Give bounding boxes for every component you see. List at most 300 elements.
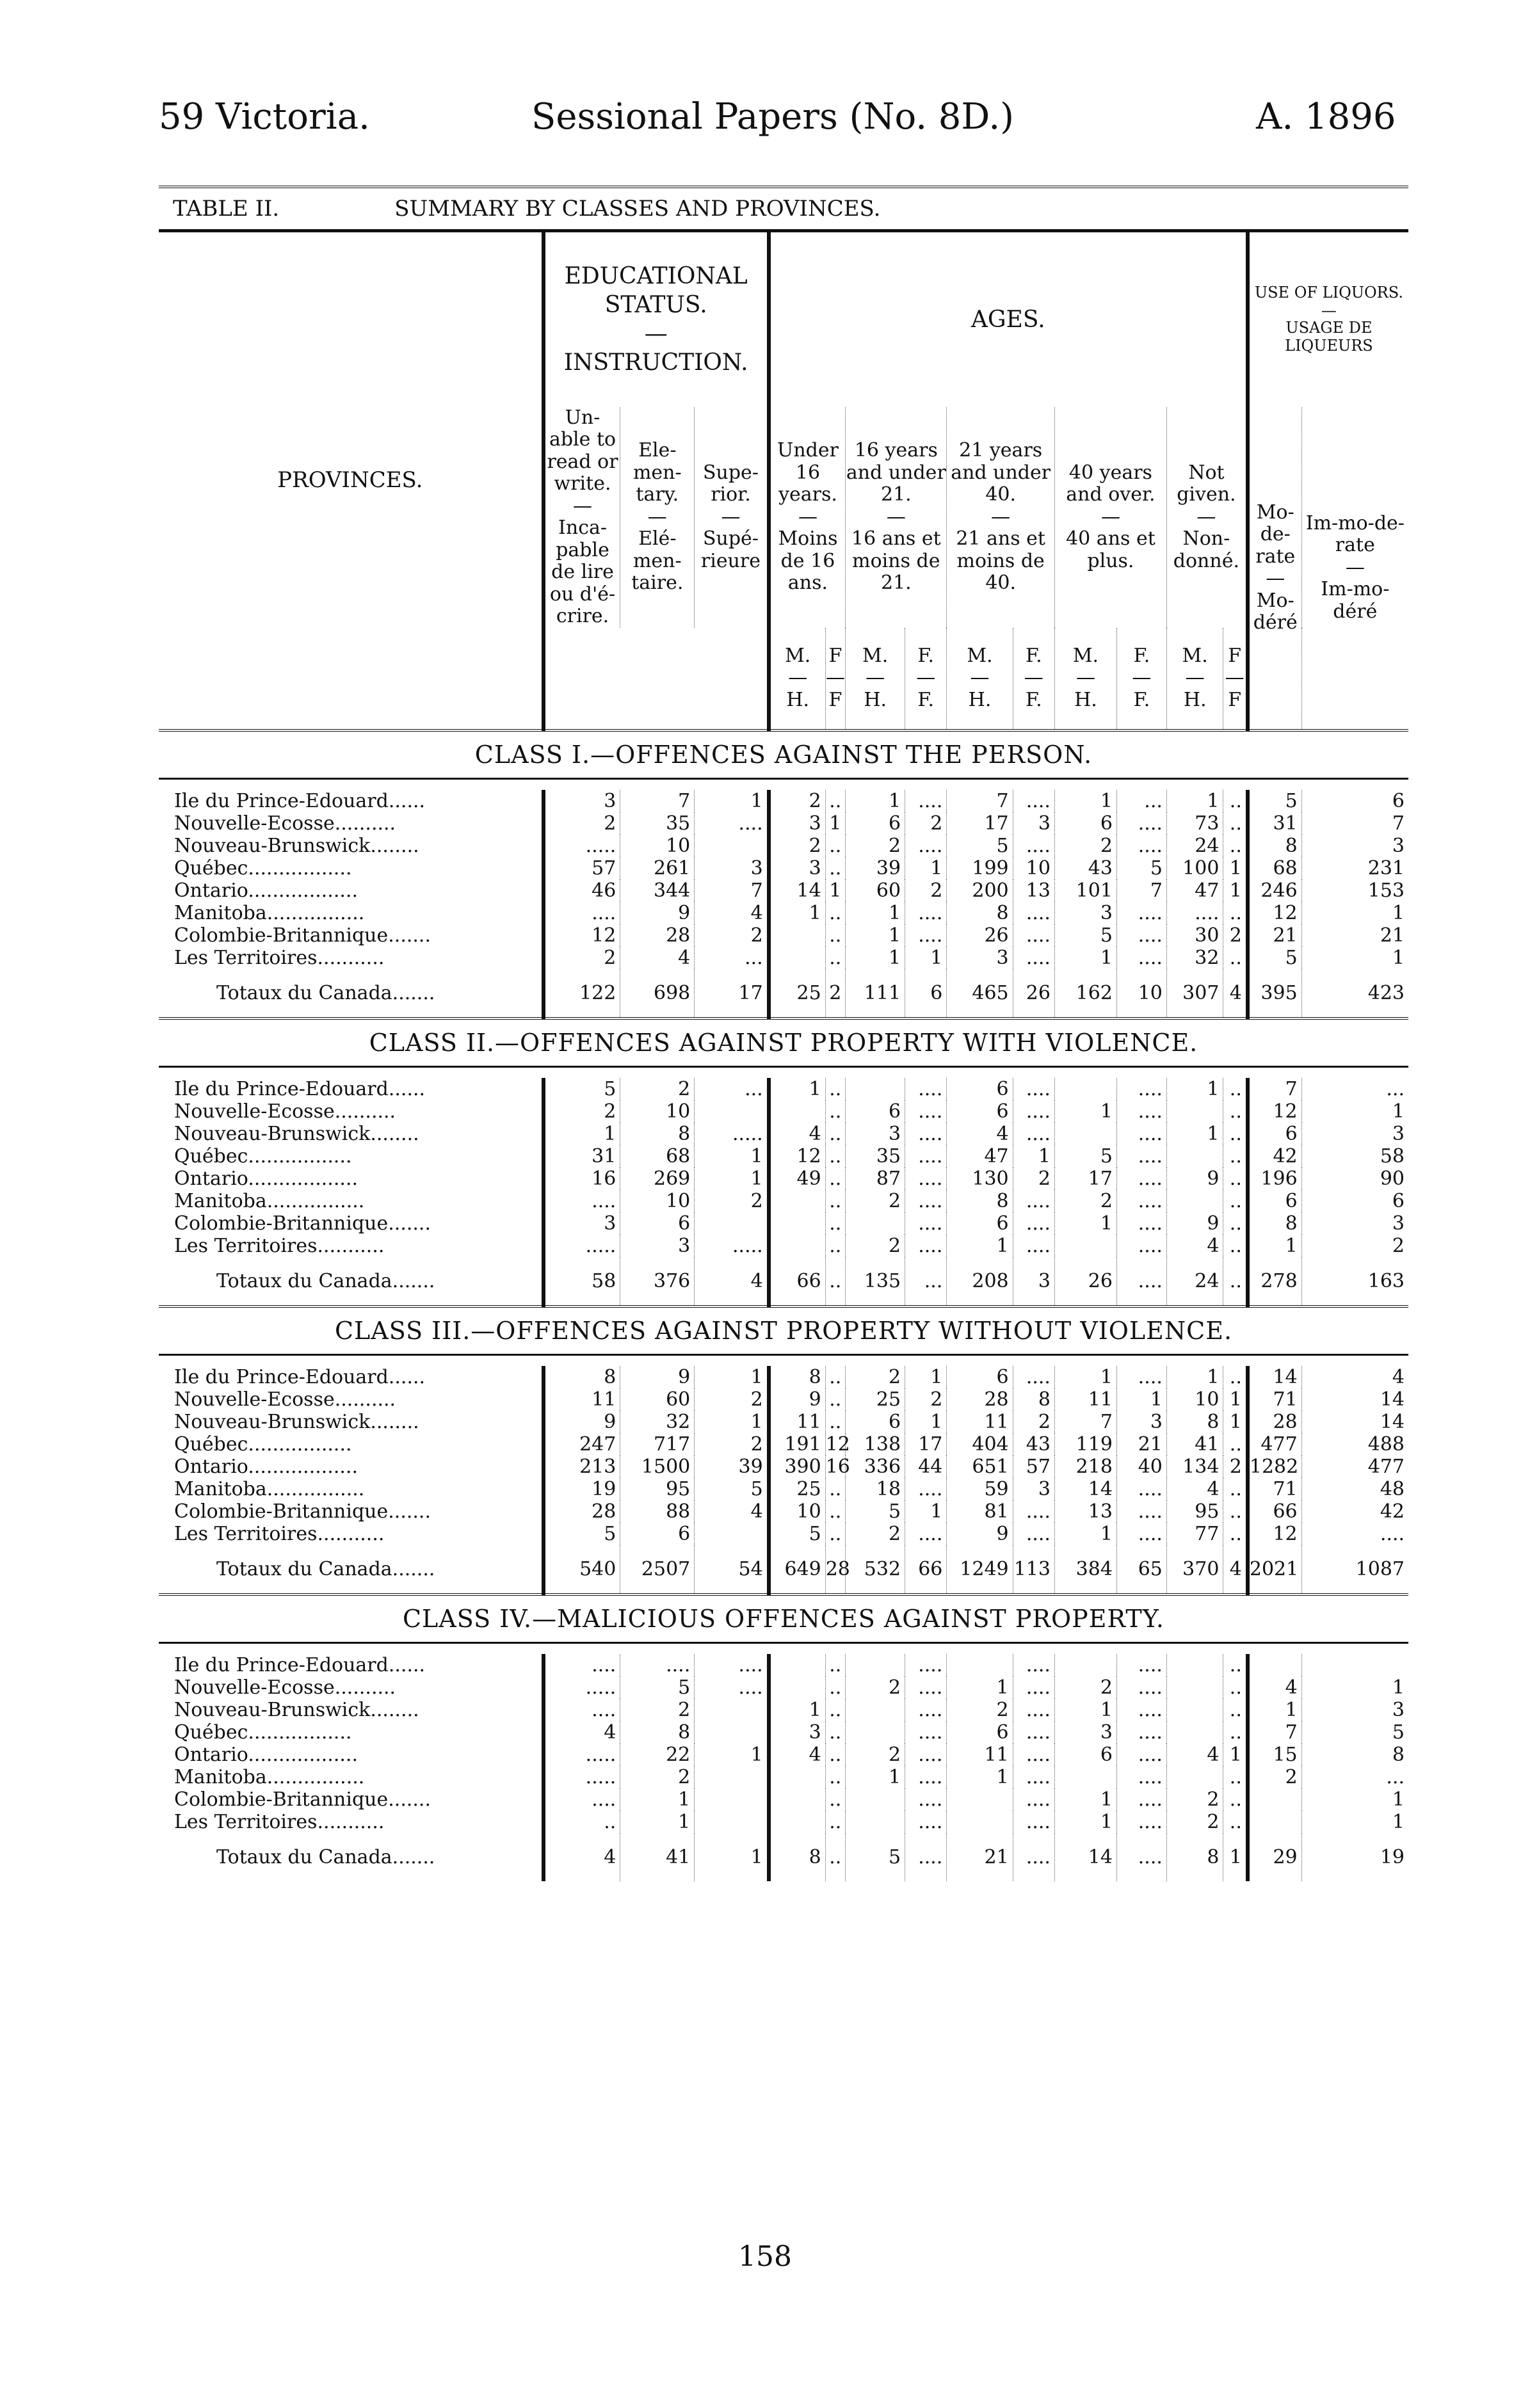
cell-ng-f: ..: [1223, 1235, 1248, 1257]
province-name: Les Territoires...........: [174, 1234, 385, 1257]
cell-a40-m: [1054, 1654, 1116, 1676]
dash: —: [573, 494, 593, 517]
use-title: USE OF LIQUORS.: [1254, 284, 1403, 302]
cell-u16-f: ..: [825, 1388, 846, 1411]
mod-fr: Mo-déré: [1253, 589, 1298, 634]
table-row: [159, 1788, 1408, 1811]
province-name: Nouveau-Brunswick........: [174, 1410, 419, 1433]
cell-a21-f: 2: [1013, 1168, 1054, 1190]
cell-elementary: 35: [620, 812, 695, 835]
cell-elementary: 6: [620, 1212, 695, 1235]
cell-a40-m: 1: [1054, 1811, 1116, 1833]
province-name: Ontario..................: [174, 1743, 358, 1766]
cell-a16-m: 5: [846, 1500, 905, 1523]
cell-u16-m: 3: [769, 1721, 826, 1744]
cell-a16-m: 5: [846, 1833, 905, 1881]
cell-ng-m: 30: [1166, 924, 1223, 947]
cell-unable: 5: [544, 1523, 620, 1545]
cell-ng-m: 100: [1166, 857, 1223, 879]
dash: —: [1132, 666, 1152, 689]
cell-superior: 2: [695, 1388, 769, 1411]
province-name: Les Territoires...........: [174, 1810, 385, 1833]
cell-a16-m: 6: [846, 1100, 905, 1123]
total-row: [159, 969, 1408, 1018]
cell-a21-m: 26: [947, 924, 1013, 947]
cell-a16-m: 1: [846, 924, 905, 947]
cell-a21-f: ....: [1013, 924, 1054, 947]
table-row: [159, 1699, 1408, 1721]
age16-header: [846, 407, 947, 628]
f-label: F.: [1025, 644, 1042, 667]
cell-a16-f: 2: [905, 879, 947, 902]
cell-a21-m: 1249: [947, 1545, 1013, 1594]
section-header: [159, 1018, 1408, 1067]
cell-a40-f: ....: [1116, 1654, 1166, 1676]
dash: —: [1185, 666, 1205, 689]
provinces-header: PROVINCES.: [159, 231, 544, 730]
cell-a21-f: 43: [1013, 1433, 1054, 1456]
table-row: [159, 1411, 1408, 1433]
cell-ng-m: 32: [1166, 947, 1223, 969]
cell-superior: ....: [695, 812, 769, 835]
cell-elementary: 10: [620, 1190, 695, 1212]
cell-u16-m: [769, 1190, 826, 1212]
dash: —: [1100, 505, 1120, 528]
cell-a16-f: 44: [905, 1456, 947, 1478]
table-row: [159, 1366, 1408, 1388]
summary-table: [159, 186, 1408, 1881]
cell-u16-m: [769, 1788, 826, 1811]
cell-u16-m: 1: [769, 1078, 826, 1100]
unable-fr: Inca-pable de lire ou d'é-crire.: [549, 517, 616, 627]
cell-u16-f: 28: [825, 1545, 846, 1594]
age40-en: 40 years and over.: [1066, 461, 1156, 506]
cell-a40-f: ....: [1116, 1676, 1166, 1699]
table-row: [159, 1676, 1408, 1699]
cell-u16-f: ..: [825, 1699, 846, 1721]
cell-elementary: 68: [620, 1145, 695, 1168]
total-label: Totaux du Canada.......: [216, 1269, 435, 1292]
header-right: A. 1896: [1256, 96, 1396, 138]
cell-a40-f: ...: [1116, 790, 1166, 812]
cell-moderate: 42: [1248, 1145, 1301, 1168]
cell-immoderate: 7: [1301, 812, 1408, 835]
cell-a40-m: 6: [1054, 1744, 1116, 1766]
cell-u16-f: ..: [825, 1411, 846, 1433]
cell-a21-m: 6: [947, 1721, 1013, 1744]
cell-unable: 12: [544, 924, 620, 947]
cell-u16-m: 1: [769, 902, 826, 924]
cell-a16-f: ....: [905, 1078, 947, 1100]
cell-a40-m: 7: [1054, 1411, 1116, 1433]
cell-unable: 19: [544, 1478, 620, 1500]
cell-immoderate: 14: [1301, 1388, 1408, 1411]
cell-unable: ....: [544, 902, 620, 924]
cell-a21-m: 8: [947, 1190, 1013, 1212]
table-row: [159, 1388, 1408, 1411]
cell-superior: ....: [695, 1676, 769, 1699]
h-label: H.: [1183, 688, 1207, 711]
cell-elementary: 10: [620, 1100, 695, 1123]
cell-ng-m: 1: [1166, 1123, 1223, 1145]
province-name: Colombie-Britannique.......: [174, 924, 431, 947]
table-row: [159, 1235, 1408, 1257]
cell-u16-m: 66: [769, 1257, 826, 1306]
cell-u16-m: 4: [769, 1123, 826, 1145]
section-title: CLASS III.—OFFENCES AGAINST PROPERTY WITHOUT VIOLENCE.: [159, 1306, 1408, 1355]
cell-elementary: 344: [620, 879, 695, 902]
notgiven-en: Not given.: [1177, 461, 1236, 506]
cell-a40-f: 1: [1116, 1388, 1166, 1411]
cell-superior: 4: [695, 902, 769, 924]
cell-u16-f: ..: [825, 1833, 846, 1881]
table-row: [159, 790, 1408, 812]
cell-superior: [695, 1766, 769, 1788]
cell-a40-m: 218: [1054, 1456, 1116, 1478]
cell-a21-f: 3: [1013, 1257, 1054, 1306]
cell-ng-f: 2: [1223, 1456, 1248, 1478]
province-name: Ile du Prince-Edouard......: [174, 789, 426, 812]
cell-immoderate: 3: [1301, 1123, 1408, 1145]
cell-ng-f: ..: [1223, 947, 1248, 969]
cell-superior: 1: [695, 1168, 769, 1190]
cell-ng-m: 4: [1166, 1744, 1223, 1766]
cell-u16-m: 2: [769, 835, 826, 857]
cell-a21-m: 7: [947, 790, 1013, 812]
use-of-liquors-header: [1248, 231, 1408, 407]
cell-a40-m: 1: [1054, 1100, 1116, 1123]
cell-immoderate: [1301, 1654, 1408, 1676]
province-name: Ile du Prince-Edouard......: [174, 1365, 426, 1388]
cell-moderate: 6: [1248, 1123, 1301, 1145]
cell-a16-f: 17: [905, 1433, 947, 1456]
cell-unable: ..: [544, 1811, 620, 1833]
cell-immoderate: 1: [1301, 1788, 1408, 1811]
cell-a16-f: ....: [905, 1699, 947, 1721]
cell-u16-f: ..: [825, 1123, 846, 1145]
cell-a16-f: ....: [905, 924, 947, 947]
under16-en: Under 16 years.: [777, 439, 839, 506]
cell-a16-m: 1: [846, 1766, 905, 1788]
cell-u16-m: 9: [769, 1388, 826, 1411]
mh-header: [1054, 628, 1116, 730]
cell-superior: 1: [695, 1744, 769, 1766]
cell-a16-f: ....: [905, 1123, 947, 1145]
cell-u16-f: ..: [825, 1212, 846, 1235]
cell-ng-m: 41: [1166, 1433, 1223, 1456]
age40-fr: 40 ans et plus.: [1066, 527, 1156, 572]
table-label: TABLE II.: [173, 196, 280, 221]
cell-a40-m: [1054, 1235, 1116, 1257]
cell-a21-m: [947, 1788, 1013, 1811]
cell-a21-m: 6: [947, 1366, 1013, 1388]
cell-a16-f: ....: [905, 1478, 947, 1500]
cell-immoderate: ...: [1301, 1078, 1408, 1100]
cell-a21-f: 3: [1013, 1478, 1054, 1500]
cell-a40-f: ....: [1116, 1833, 1166, 1881]
cell-a40-f: 3: [1116, 1411, 1166, 1433]
cell-u16-m: 649: [769, 1545, 826, 1594]
province-name: Les Territoires...........: [174, 1522, 385, 1545]
m-label: M.: [1182, 644, 1208, 667]
cell-moderate: [1248, 1788, 1301, 1811]
h-label: H.: [968, 688, 992, 711]
dash: —: [1266, 567, 1285, 590]
cell-unable: 122: [544, 969, 620, 1018]
cell-a16-f: 1: [905, 1366, 947, 1388]
cell-immoderate: 488: [1301, 1433, 1408, 1456]
cell-ng-m: 24: [1166, 1257, 1223, 1306]
cell-a40-f: ....: [1116, 924, 1166, 947]
cell-superior: 1: [695, 1833, 769, 1881]
cell-a40-f: ....: [1116, 1744, 1166, 1766]
cell-immoderate: ...: [1301, 1766, 1408, 1788]
f-label: F.: [1025, 688, 1042, 711]
cell-ng-m: 134: [1166, 1456, 1223, 1478]
cell-u16-f: ..: [825, 1257, 846, 1306]
table-row: [159, 924, 1408, 947]
cell-a16-m: 2: [846, 1366, 905, 1388]
province-name: Manitoba................: [174, 1477, 365, 1500]
cell-unable: 247: [544, 1433, 620, 1456]
cell-u16-f: ..: [825, 1523, 846, 1545]
cell-a21-f: ....: [1013, 1500, 1054, 1523]
cell-a21-f: ....: [1013, 1744, 1054, 1766]
table-row: [159, 1433, 1408, 1456]
cell-a40-m: 2: [1054, 1190, 1116, 1212]
cell-unable: ....: [544, 1654, 620, 1676]
cell-immoderate: 3: [1301, 1212, 1408, 1235]
cell-superior: [695, 1212, 769, 1235]
cell-unable: 58: [544, 1257, 620, 1306]
cell-a40-m: 119: [1054, 1433, 1116, 1456]
cell-unable: 9: [544, 1411, 620, 1433]
cell-unable: 540: [544, 1545, 620, 1594]
cell-a40-f: 5: [1116, 857, 1166, 879]
cell-superior: 1: [695, 1366, 769, 1388]
cell-a16-f: 1: [905, 1500, 947, 1523]
cell-immoderate: 477: [1301, 1456, 1408, 1478]
cell-u16-m: 10: [769, 1500, 826, 1523]
cell-a40-f: ....: [1116, 1145, 1166, 1168]
table-row: [159, 1190, 1408, 1212]
cell-a16-m: 6: [846, 812, 905, 835]
cell-a40-f: 40: [1116, 1456, 1166, 1478]
cell-superior: ....: [695, 1654, 769, 1676]
cell-a40-f: 65: [1116, 1545, 1166, 1594]
cell-u16-m: 8: [769, 1366, 826, 1388]
cell-superior: [695, 1523, 769, 1545]
cell-ng-m: 95: [1166, 1500, 1223, 1523]
cell-immoderate: 6: [1301, 1190, 1408, 1212]
cell-a16-f: 1: [905, 857, 947, 879]
cell-u16-f: ..: [825, 1721, 846, 1744]
cell-a16-m: [846, 1212, 905, 1235]
table-row: [159, 835, 1408, 857]
cell-a40-f: ....: [1116, 1478, 1166, 1500]
cell-elementary: 2: [620, 1699, 695, 1721]
cell-a40-m: 5: [1054, 1145, 1116, 1168]
cell-a21-m: 6: [947, 1212, 1013, 1235]
cell-unable: 1: [544, 1123, 620, 1145]
cell-superior: [695, 1699, 769, 1721]
cell-immoderate: 90: [1301, 1168, 1408, 1190]
cell-ng-f: ..: [1223, 1190, 1248, 1212]
cell-unable: 3: [544, 1212, 620, 1235]
cell-u16-f: ..: [825, 1500, 846, 1523]
cell-superior: .....: [695, 1235, 769, 1257]
table-row: [159, 1456, 1408, 1478]
cell-immoderate: 1: [1301, 1676, 1408, 1699]
under16-fr: Moins de 16 ans.: [778, 527, 838, 595]
cell-superior: 4: [695, 1257, 769, 1306]
cell-a40-f: ....: [1116, 1257, 1166, 1306]
cell-immoderate: 14: [1301, 1411, 1408, 1433]
mh-header: [1166, 628, 1223, 730]
edu-sub-spacer: [544, 628, 769, 730]
cell-elementary: 3: [620, 1235, 695, 1257]
cell-a40-f: ....: [1116, 1212, 1166, 1235]
cell-unable: .....: [544, 1744, 620, 1766]
cell-elementary: 4: [620, 947, 695, 969]
province-name: Nouveau-Brunswick........: [174, 1698, 419, 1721]
cell-u16-m: [769, 1654, 826, 1676]
cell-a40-f: ....: [1116, 1078, 1166, 1100]
ff-header: [1013, 628, 1054, 730]
cell-a21-m: 11: [947, 1411, 1013, 1433]
cell-superior: [695, 835, 769, 857]
cell-a21-f: 13: [1013, 879, 1054, 902]
cell-ng-m: 307: [1166, 969, 1223, 1018]
f-label: F: [1228, 688, 1242, 711]
cell-a21-m: 1: [947, 1235, 1013, 1257]
cell-a16-f: ....: [905, 790, 947, 812]
elem-en: Ele-men-tary.: [632, 439, 682, 506]
cell-a21-f: 113: [1013, 1545, 1054, 1594]
cell-a16-m: 532: [846, 1545, 905, 1594]
cell-u16-m: [769, 1676, 826, 1699]
cell-a21-m: 465: [947, 969, 1013, 1018]
sup-en: Supe-rior.: [702, 461, 759, 506]
cell-superior: 2: [695, 924, 769, 947]
cell-a16-m: 2: [846, 1235, 905, 1257]
ff-header: [1223, 628, 1248, 730]
cell-a16-m: 18: [846, 1478, 905, 1500]
spacer-row: [159, 778, 1408, 790]
elem-fr: Elé-men-taire.: [631, 527, 684, 595]
cell-a16-f: ....: [905, 1100, 947, 1123]
cell-elementary: 32: [620, 1411, 695, 1433]
total-label: Totaux du Canada.......: [216, 981, 435, 1004]
cell-a21-m: 4: [947, 1123, 1013, 1145]
m-label: M.: [1072, 644, 1099, 667]
cell-moderate: 71: [1248, 1388, 1301, 1411]
cell-a16-m: 60: [846, 879, 905, 902]
cell-ng-f: ..: [1223, 835, 1248, 857]
cell-immoderate: 48: [1301, 1478, 1408, 1500]
spacer: [159, 1642, 1408, 1654]
cell-ng-f: 4: [1223, 1545, 1248, 1594]
cell-a40-f: ....: [1116, 902, 1166, 924]
cell-a40-m: 13: [1054, 1500, 1116, 1523]
cell-a40-m: 1: [1054, 947, 1116, 969]
cell-a16-m: 111: [846, 969, 905, 1018]
province-name: Ontario..................: [174, 1167, 358, 1190]
cell-moderate: 246: [1248, 879, 1301, 902]
cell-a21-m: 208: [947, 1257, 1013, 1306]
table-row: [159, 857, 1408, 879]
mod-en: Mo-de-rate: [1255, 501, 1296, 568]
cell-a16-m: [846, 1721, 905, 1744]
cell-a21-m: 651: [947, 1456, 1013, 1478]
cell-a21-m: 21: [947, 1833, 1013, 1881]
cell-a40-m: 14: [1054, 1833, 1116, 1881]
cell-unable: .....: [544, 1676, 620, 1699]
cell-moderate: 31: [1248, 812, 1301, 835]
cell-ng-m: 4: [1166, 1235, 1223, 1257]
cell-a16-f: ....: [905, 1235, 947, 1257]
cell-elementary: 28: [620, 924, 695, 947]
dash: —: [1024, 666, 1043, 689]
cell-a40-m: 384: [1054, 1545, 1116, 1594]
dash: —: [826, 666, 845, 689]
ff-header: [905, 628, 947, 730]
cell-u16-m: 11: [769, 1411, 826, 1433]
dash: —: [1196, 505, 1216, 528]
cell-moderate: 7: [1248, 1078, 1301, 1100]
cell-a40-f: ....: [1116, 1523, 1166, 1545]
cell-ng-m: [1166, 1676, 1223, 1699]
cell-ng-f: ..: [1223, 902, 1248, 924]
cell-elementary: ....: [620, 1654, 695, 1676]
cell-ng-m: [1166, 1100, 1223, 1123]
cell-moderate: 5: [1248, 947, 1301, 969]
province-name: Québec.................: [174, 1721, 352, 1744]
cell-moderate: 7: [1248, 1721, 1301, 1744]
cell-a40-m: 17: [1054, 1168, 1116, 1190]
cell-superior: 2: [695, 1190, 769, 1212]
cell-u16-m: [769, 1235, 826, 1257]
province-name: Colombie-Britannique.......: [174, 1212, 431, 1235]
cell-elementary: 88: [620, 1500, 695, 1523]
cell-a21-m: 6: [947, 1100, 1013, 1123]
cell-a16-m: 3: [846, 1123, 905, 1145]
cell-a21-f: ....: [1013, 1523, 1054, 1545]
cell-a16-m: 336: [846, 1456, 905, 1478]
cell-a16-f: 1: [905, 947, 947, 969]
cell-immoderate: 21: [1301, 924, 1408, 947]
cell-ng-f: ..: [1223, 812, 1248, 835]
cell-unable: 2: [544, 812, 620, 835]
f-label: F.: [917, 644, 935, 667]
cell-immoderate: 163: [1301, 1257, 1408, 1306]
table-row: [159, 1654, 1408, 1676]
cell-elementary: 698: [620, 969, 695, 1018]
cell-a40-m: 3: [1054, 902, 1116, 924]
cell-a16-m: 35: [846, 1145, 905, 1168]
cell-ng-f: ..: [1223, 1811, 1248, 1833]
cell-ng-f: ..: [1223, 1433, 1248, 1456]
cell-elementary: 41: [620, 1833, 695, 1881]
cell-immoderate: 423: [1301, 969, 1408, 1018]
cell-immoderate: 3: [1301, 835, 1408, 857]
cell-elementary: 10: [620, 835, 695, 857]
dash: —: [798, 505, 817, 528]
dash: —: [1225, 666, 1244, 689]
cell-ng-f: ..: [1223, 1100, 1248, 1123]
age21-en: 21 years and under 40.: [951, 439, 1051, 506]
unable-header: [544, 407, 620, 628]
